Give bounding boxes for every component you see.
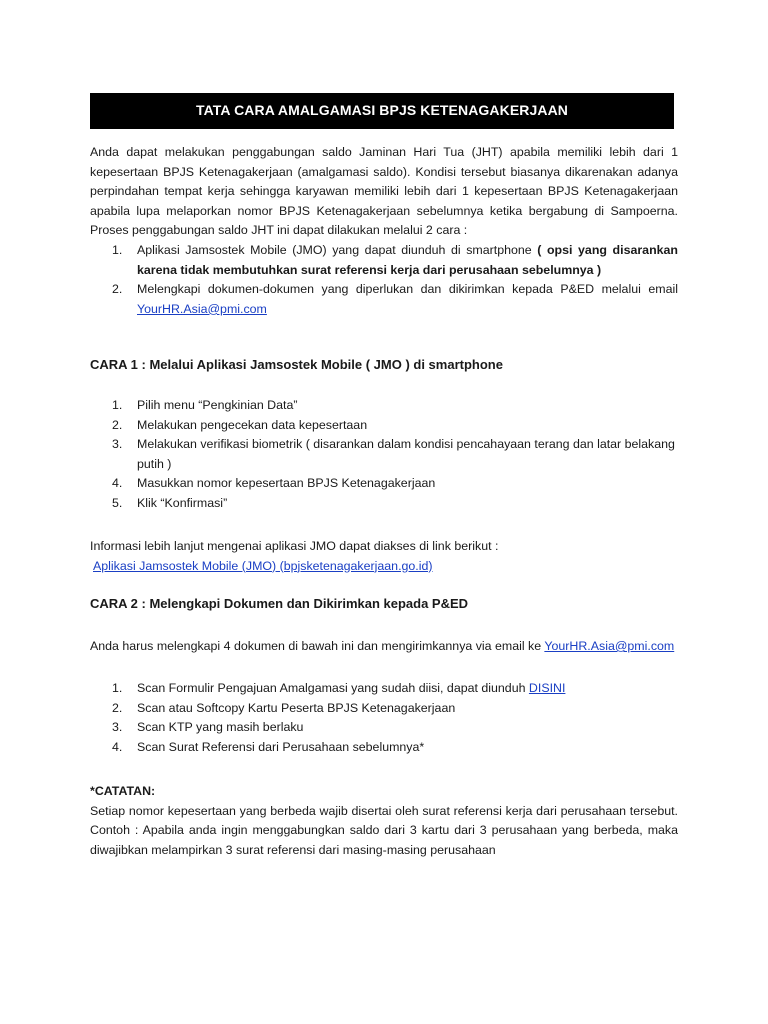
cara2-steps (90, 679, 678, 757)
method-list (90, 241, 678, 319)
method-1-recommendation: ( opsi yang disarankan karena tidak membutuhkan surat referensi kerja dari perusahaan sebelumnya ) (137, 242, 678, 277)
cara2-step (90, 699, 678, 719)
step-text: Melakukan verifikasi biometrik ( disarankan dalam kondisi pencahayaan terang dan latar belakang putih ) (137, 437, 675, 471)
step-text: Masukkan nomor kepesertaan BPJS Ketenagakerjaan (137, 476, 436, 491)
cara2-heading: CARA 2 : Melengkapi Dokumen dan Dikirimkan kepada P&ED (90, 596, 469, 611)
cara2-step (90, 718, 678, 738)
email-link[interactable]: YourHR.Asia@pmi.com (544, 639, 675, 653)
list-number: 2. (112, 282, 123, 297)
step-text: Scan KTP yang masih berlaku (137, 720, 304, 735)
note-heading: *CATATAN: (90, 784, 156, 798)
list-number: 3. (112, 437, 123, 452)
step-text: Melakukan pengecekan data kepesertaan (137, 417, 368, 432)
method-2-text: Melengkapi dokumen-dokumen yang diperlukan dan dikirimkan kepada P&ED melalui email (137, 282, 678, 297)
method-item-1 (90, 241, 678, 280)
list-number: 4. (112, 476, 123, 491)
list-number: 1. (112, 398, 123, 412)
step-text: Scan Surat Referensi dari Perusahaan sebelumnya* (137, 739, 425, 754)
method-1-text: Aplikasi Jamsostek Mobile (JMO) yang dapat diunduh di smartphone (137, 242, 538, 257)
cara1-info (90, 537, 678, 576)
step-text: Scan atau Softcopy Kartu Peserta BPJS Ketenagakerjaan (137, 700, 456, 715)
list-number: 1. (112, 681, 123, 695)
list-number: 4. (112, 739, 123, 754)
list-number: 3. (112, 720, 123, 735)
intro-section (90, 143, 678, 319)
note-section (90, 782, 678, 860)
cara1-step (90, 435, 678, 474)
cara1-step (90, 474, 678, 494)
list-number: 2. (112, 700, 123, 715)
method-item-2 (90, 280, 678, 319)
cara2-intro-text: Anda harus melengkapi 4 dokumen di bawah ini dan mengirimkannya via email ke (90, 639, 545, 653)
list-number: 5. (112, 495, 123, 510)
cara1-step (90, 396, 678, 416)
cara2-step (90, 738, 678, 758)
step-text: Klik “Konfirmasi” (137, 495, 228, 510)
list-number: 2. (112, 417, 123, 432)
cara2-intro (90, 637, 678, 657)
jmo-link[interactable]: Aplikasi Jamsostek Mobile (JMO) (bpjsketenagakerjaan.go.id) (93, 558, 433, 573)
cara1-step (90, 494, 678, 514)
step-text: Scan Formulir Pengajuan Amalgamasi yang sudah diisi, dapat diunduh (137, 681, 529, 695)
cara1-step (90, 416, 678, 436)
cara2-step (90, 679, 678, 699)
cara1-heading: CARA 1 : Melalui Aplikasi Jamsostek Mobile ( JMO ) di smartphone (90, 357, 503, 372)
download-link[interactable]: DISINI (528, 681, 566, 695)
note-text: Setiap nomor kepesertaan yang berbeda wajib disertai oleh surat referensi kerja dari perusahaan tersebut. Contoh : Apabila anda ingin menggabungkan saldo dari 3 kartu dari 3 perusahaan yang berbeda, maka diwajibkan melampirkan 3 surat referensi dari masing-masing perusahaan (90, 803, 678, 857)
email-link[interactable]: YourHR.Asia@pmi.com (137, 301, 267, 316)
info-text: Informasi lebih lanjut mengenai aplikasi JMO dapat diakses di link berikut : (90, 539, 499, 553)
step-text: Pilih menu “Pengkinian Data” (137, 398, 298, 412)
list-number: 1. (112, 242, 123, 257)
intro-paragraph: Anda dapat melakukan penggabungan saldo Jaminan Hari Tua (JHT) apabila memiliki lebih dari 1 kepesertaan BPJS Ketenagakerjaan (amalgamasi saldo). Kondisi tersebut biasanya dikarenakan adanya perpindahan tempat kerja sehingga karyawan memiliki lebih dari 1 kepesertaan BPJS Ketenagakerjaan apabila lupa melaporkan nomor BPJS Ketenagakerjaan sebelumnya ketika bergabung di Sampoerna. Proses penggabungan saldo JHT ini dapat dilakukan melalui 2 cara : (90, 145, 678, 238)
cara1-steps (90, 396, 678, 514)
document-title: TATA CARA AMALGAMASI BPJS KETENAGAKERJAAN (90, 93, 674, 129)
